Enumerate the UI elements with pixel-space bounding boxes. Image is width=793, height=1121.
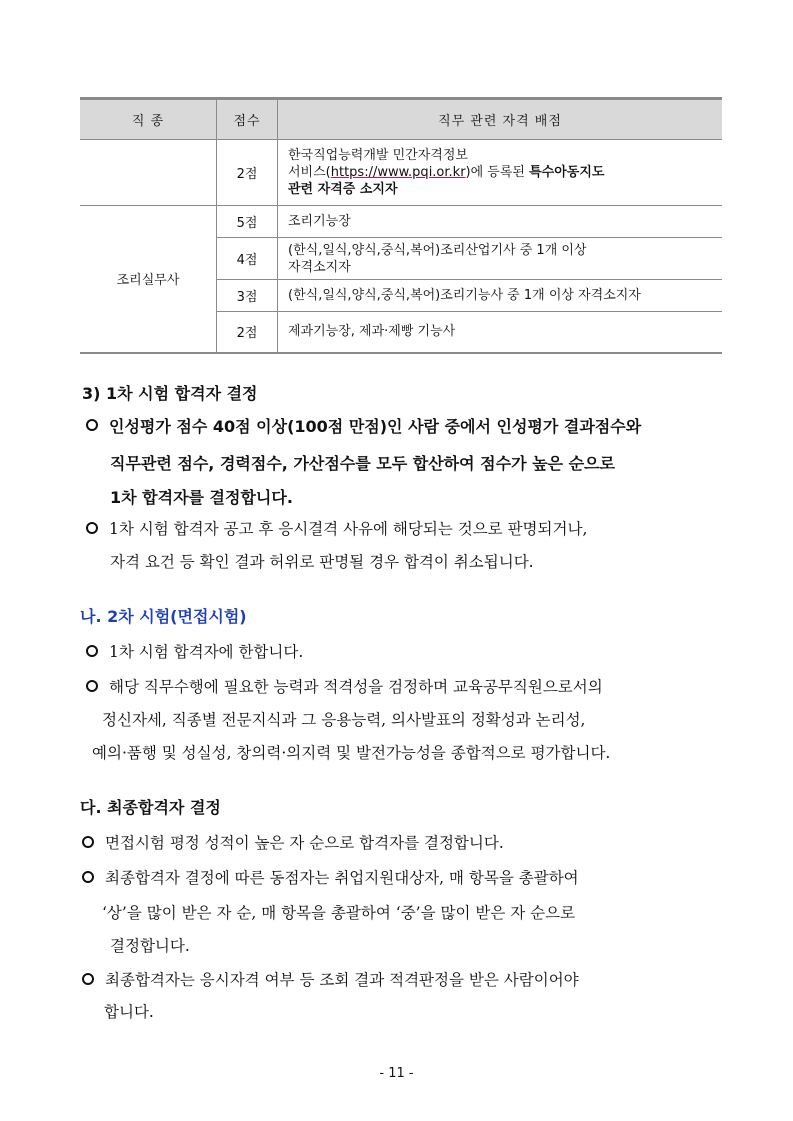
desc-line: 한국직업능력개발 민간자격정보 <box>288 148 468 163</box>
desc-cell: 제과기능장, 제과·제빵 기능사 <box>278 312 723 353</box>
circle-bullet-icon <box>86 680 98 692</box>
circle-bullet-icon <box>82 871 94 883</box>
list-item: 최종합격자는 응시자격 여부 등 조회 결과 적격판정을 받은 사람이어야 <box>82 968 579 990</box>
score-cell: 4점 <box>217 238 278 280</box>
qualification-score-table <box>80 97 722 354</box>
text-line: 정신자세, 직종별 전문지식과 그 응용능력, 의사발표의 정확성과 논리성, <box>102 711 586 729</box>
score-cell: 3점 <box>217 280 278 312</box>
list-item: 해당 직무수행에 필요한 능력과 적격성을 검정하며 교육공무직원으로서의 <box>86 675 603 697</box>
table-header-row <box>80 99 722 140</box>
desc-cell: (한식,일식,양식,중식,복어)조리산업기사 중 1개 이상 자격소지자 <box>278 238 723 280</box>
list-item: 인성평가 점수 40점 이상(100점 만점)인 사람 중에서 인성평가 결과점수와 <box>86 414 641 437</box>
desc-line: 서비스(https://www.pqi.or.kr)에 등록된 특수아동지도 <box>288 165 605 180</box>
text-line: 1차 합격자를 결정합니다. <box>110 488 293 507</box>
text-line: 자격 요건 등 확인 결과 허위로 판명될 경우 합격이 취소됩니다. <box>110 553 534 571</box>
score-cell: 2점 <box>217 140 278 206</box>
text-line: 예의·품행 및 성실성, 창의력·의지력 및 발전가능성을 종합적으로 평가합니다. <box>92 744 611 762</box>
text-line: ‘상’을 많이 받은 자 순, 매 항목을 총괄하여 ‘중’을 많이 받은 자 순으로 <box>102 904 576 922</box>
circle-bullet-icon <box>86 419 98 431</box>
text-line: 결정합니다. <box>110 937 190 955</box>
desc-cell: (한식,일식,양식,중식,복어)조리기능사 중 1개 이상 자격소지자 <box>278 280 723 312</box>
page-number: - 11 - <box>379 1066 414 1081</box>
pqi-link[interactable]: https://www.pqi.or.kr <box>330 165 466 180</box>
desc-cell: 조리기능장 <box>278 206 723 238</box>
header-desc: 직무 관련 자격 배점 <box>278 99 723 140</box>
job-group-cell: 조리실무사 <box>80 206 217 353</box>
section-da-heading: 다. 최종합격자 결정 <box>80 798 221 817</box>
list-item: 면접시험 평정 성적이 높은 자 순으로 합격자를 결정합니다. <box>82 831 504 853</box>
circle-bullet-icon <box>82 973 94 985</box>
circle-bullet-icon <box>86 645 98 657</box>
text-line: 합니다. <box>104 1003 154 1021</box>
list-item: 최종합격자 결정에 따른 동점자는 취업지원대상자, 매 항목을 총괄하여 <box>82 866 579 888</box>
header-job: 직 종 <box>80 99 217 140</box>
desc-line: 관련 자격증 소지자 <box>288 182 398 197</box>
table-row <box>80 206 722 238</box>
circle-bullet-icon <box>82 836 94 848</box>
header-score: 점수 <box>217 99 278 140</box>
desc-cell <box>278 140 723 206</box>
job-cell-empty <box>80 140 217 206</box>
list-item: 1차 시험 합격자에 한합니다. <box>86 640 303 662</box>
list-item: 1차 시험 합격자 공고 후 응시결격 사유에 해당되는 것으로 판명되거나, <box>86 517 587 539</box>
circle-bullet-icon <box>86 522 98 534</box>
section3-heading: 3) 1차 시험 합격자 결정 <box>82 384 258 403</box>
score-cell: 5점 <box>217 206 278 238</box>
table-row <box>80 140 722 206</box>
score-cell: 2점 <box>217 312 278 353</box>
text-line: 직무관련 점수, 경력점수, 가산점수를 모두 합산하여 점수가 높은 순으로 <box>110 454 615 473</box>
section-na-heading: 나. 2차 시험(면접시험) <box>80 607 247 626</box>
